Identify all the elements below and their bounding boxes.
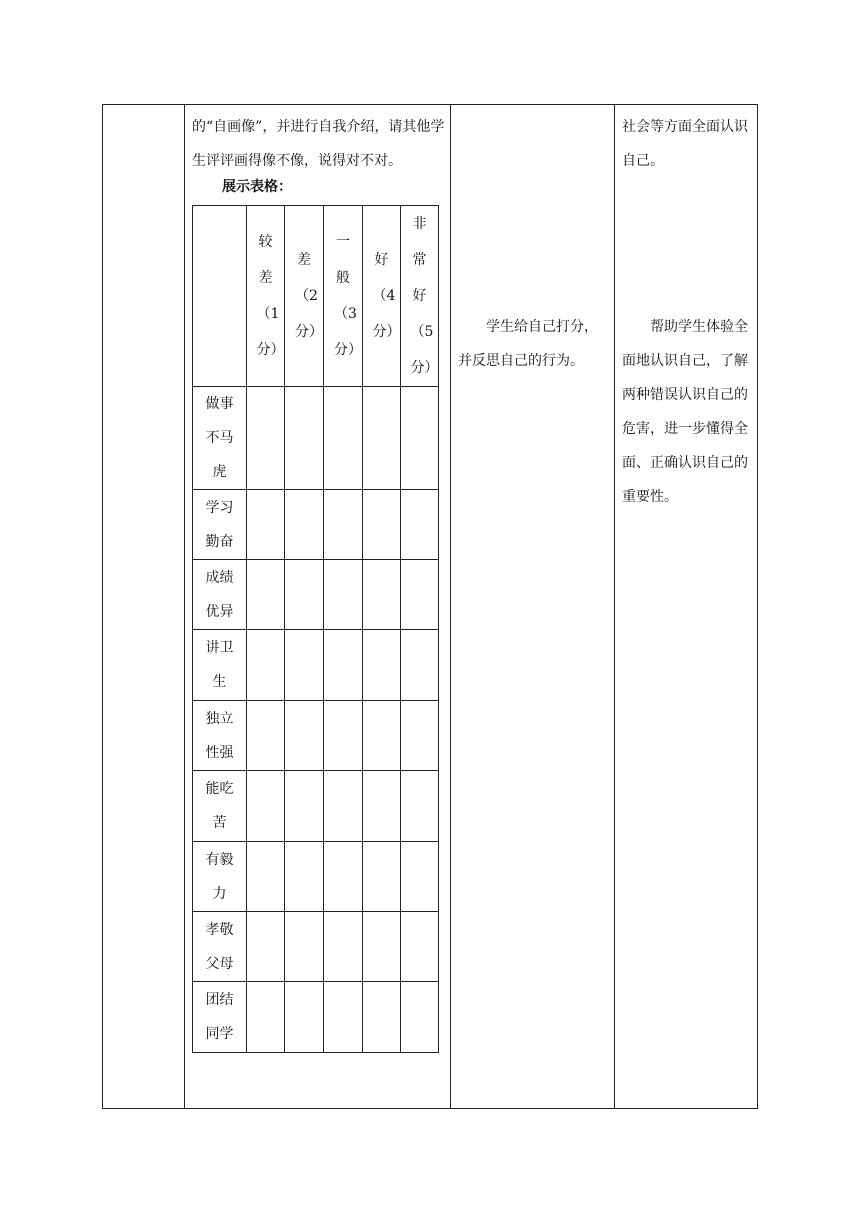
rating-cell[interactable] [363, 842, 401, 912]
row-label-cell [193, 912, 247, 982]
table-row [193, 560, 439, 630]
table-heading: 展示表格： [222, 179, 292, 195]
rating-cell[interactable] [363, 490, 401, 560]
rating-cell[interactable] [324, 982, 363, 1053]
row-label-cell [193, 630, 247, 701]
row-label-cell [193, 771, 247, 842]
rating-cell[interactable] [324, 701, 363, 771]
row-label: 独立性强 [205, 710, 234, 761]
table-row [193, 912, 439, 982]
rating-cell[interactable] [285, 771, 324, 842]
rating-cell[interactable] [247, 912, 285, 982]
design-intent-text: 帮助学生体验全面地认识自己，了解两种错误认识自己的危害，进一步懂得全面、正确认识自己的重要性。 [622, 319, 748, 505]
design-intent-continued: 社会等方面全面认识自己。 [622, 119, 748, 169]
rating-cell[interactable] [285, 387, 324, 490]
column-divider-3 [614, 104, 615, 1109]
rating-cell[interactable] [401, 560, 439, 630]
rating-cell[interactable] [401, 387, 439, 490]
header-label: 好（4分） [372, 252, 401, 340]
student-activity-text: 学生给自己打分，并反思自己的行为。 [458, 319, 598, 369]
row-label-cell [193, 490, 247, 560]
rating-cell[interactable] [363, 982, 401, 1053]
rating-cell[interactable] [247, 560, 285, 630]
table-row [193, 630, 439, 701]
row-label-cell [193, 842, 247, 912]
rating-cell[interactable] [363, 771, 401, 842]
header-cell [285, 206, 324, 387]
row-label: 孝敬父母 [205, 921, 234, 972]
rating-cell[interactable] [401, 982, 439, 1053]
rating-cell[interactable] [401, 701, 439, 771]
self-rating-table [192, 205, 439, 1053]
rating-cell[interactable] [401, 842, 439, 912]
rating-cell[interactable] [285, 560, 324, 630]
row-label: 成绩优异 [205, 569, 234, 620]
row-label: 讲卫生 [205, 640, 234, 690]
header-cell [363, 206, 401, 387]
rating-cell[interactable] [363, 387, 401, 490]
rating-cell[interactable] [401, 771, 439, 842]
rating-cell[interactable] [363, 912, 401, 982]
rating-cell[interactable] [401, 912, 439, 982]
row-label: 有毅力 [205, 851, 234, 902]
table-row [193, 490, 439, 560]
rating-cell[interactable] [247, 630, 285, 701]
rating-cell[interactable] [285, 490, 324, 560]
rating-cell[interactable] [401, 490, 439, 560]
table-row [193, 701, 439, 771]
rating-cell[interactable] [247, 982, 285, 1053]
rating-cell[interactable] [324, 912, 363, 982]
corner-cell [193, 206, 247, 387]
table-row [193, 982, 439, 1053]
table-row [193, 387, 439, 490]
header-label: 较差（1分） [256, 234, 285, 358]
rating-cell[interactable] [363, 630, 401, 701]
rating-cell[interactable] [285, 630, 324, 701]
row-label-cell [193, 387, 247, 490]
header-cell [247, 206, 285, 387]
rating-cell[interactable] [247, 842, 285, 912]
header-cell [401, 206, 439, 387]
rating-cell[interactable] [363, 701, 401, 771]
rating-cell[interactable] [285, 912, 324, 982]
column-divider-1 [184, 104, 185, 1109]
row-label: 团结同学 [205, 992, 234, 1042]
rating-cell[interactable] [401, 630, 439, 701]
header-cell [324, 206, 363, 387]
rating-cell[interactable] [285, 982, 324, 1053]
row-label: 能吃苦 [205, 781, 234, 831]
rating-cell[interactable] [324, 842, 363, 912]
rating-cell[interactable] [324, 387, 363, 490]
rating-cell[interactable] [324, 560, 363, 630]
row-label-cell [193, 982, 247, 1053]
header-label: 差（2分） [295, 252, 323, 340]
activity-description: 的“自画像”，并进行自我介绍，请其他学生评评画得像不像，说得对不对。 [192, 119, 445, 169]
row-label-cell [193, 701, 247, 771]
rating-cell[interactable] [285, 701, 324, 771]
row-label: 做事不马虎 [205, 396, 234, 480]
rating-cell[interactable] [247, 701, 285, 771]
rating-cell[interactable] [324, 630, 363, 701]
row-label-cell [193, 560, 247, 630]
row-label: 学习勤奋 [205, 499, 234, 550]
header-label: 非常好（5分） [410, 216, 439, 376]
rating-cell[interactable] [324, 490, 363, 560]
rating-cell[interactable] [247, 771, 285, 842]
rating-cell[interactable] [324, 771, 363, 842]
rating-cell[interactable] [285, 842, 324, 912]
rating-cell[interactable] [363, 560, 401, 630]
table-row [193, 771, 439, 842]
rating-cell[interactable] [247, 490, 285, 560]
table-row [193, 842, 439, 912]
column-divider-2 [450, 104, 451, 1109]
header-label: 一般（3分） [334, 234, 362, 358]
rating-cell[interactable] [247, 387, 285, 490]
